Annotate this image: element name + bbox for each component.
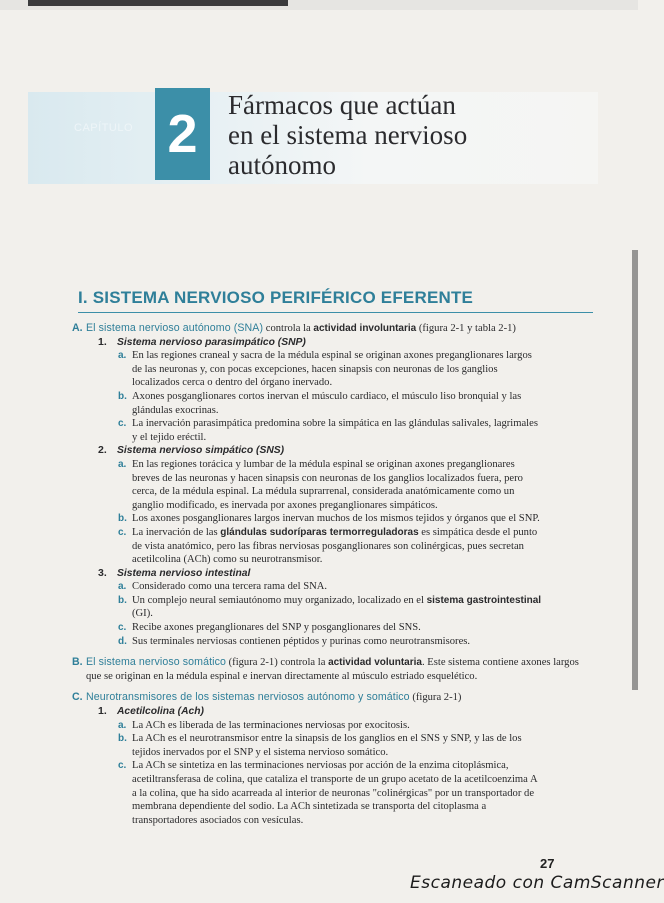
outline-item-A3b <box>118 594 544 621</box>
item-lead: El sistema nervioso somático <box>86 656 226 669</box>
outline-item-C1a <box>118 719 544 733</box>
item-lead: El sistema nervioso autónomo (SNA) <box>86 322 264 334</box>
outline-marker: B. <box>72 656 83 669</box>
outline-item-C1c <box>118 759 544 827</box>
item-label: Sistema nervioso parasimpático (SNP) <box>117 336 306 348</box>
item-text: (GI). <box>132 608 153 620</box>
item-text: En las regiones torácica y lumbar de la médula espinal se originan axones preganglionares breves de las neuronas y hacen sinapsis con neuronas de los ganglios localizados fuera, pero cerca, de la médula espinal. La médula suprarrenal, considerada anatómicamente como un ganglio modificado, es inervada por axones preganglionares simpáticos. <box>132 458 523 511</box>
outline-item-A3a <box>118 580 544 594</box>
outline-item-A2 <box>98 444 557 458</box>
item-label: Acetilcolina (Ach) <box>117 706 204 718</box>
item-text: La ACh es el neurotransmisor entre la sinapsis de los ganglios en el SNS y SNP, y las de los tejidos inervados por el SNP y el sistema nervioso somático. <box>132 733 522 758</box>
outline-marker: 2. <box>98 444 107 457</box>
outline-marker: a. <box>118 458 127 470</box>
item-text: es simpática desde el punto de vista anatómico, pero las fibras nerviosas posganglionares son colinérgicas, pues secretan acetilcolina (ACh) como su neurotransmisor. <box>132 526 538 566</box>
chapter-title <box>228 90 528 180</box>
outline-item-A2c <box>118 526 544 567</box>
outline-marker: a. <box>118 581 127 593</box>
chapter-title-line-1: Fármacos que actúan <box>228 90 456 120</box>
item-text: La inervación de las <box>132 526 221 538</box>
outline-marker: b. <box>118 513 127 525</box>
outline-item-A3d <box>118 635 544 649</box>
item-text: (figura 2-1 y tabla 2-1) <box>416 323 516 334</box>
outline-marker: a. <box>118 719 127 731</box>
outline-marker: A. <box>72 322 83 334</box>
item-text: controla la <box>263 323 314 334</box>
outline-item-C <box>72 691 582 705</box>
item-text: La ACh es liberada de las terminaciones nerviosas por exocitosis. <box>132 719 410 731</box>
outline-item-A1 <box>98 335 557 350</box>
item-text: Recibe axones preganglionares del SNP y posganglionares del SNS. <box>132 622 421 634</box>
chapter-ghost-label: CAPÍTULO <box>74 122 134 134</box>
item-label: Sistema nervioso intestinal <box>117 567 251 579</box>
item-bold: glándulas sudoríparas termorreguladoras <box>220 526 419 538</box>
page-number: 27 <box>540 856 555 871</box>
outline-marker: b. <box>118 390 127 402</box>
item-bold: actividad voluntaria <box>328 657 422 669</box>
outline-marker: a. <box>118 350 127 362</box>
outline-item-C1 <box>98 705 557 719</box>
outline-item-C1b <box>118 732 544 759</box>
item-bold: sistema gastrointestinal <box>426 594 542 606</box>
outline-marker: c. <box>118 526 127 538</box>
outline-marker: c. <box>118 418 127 430</box>
item-text: Los axones posganglionares largos inervan muchos de los mismos tejidos y órganos que el SNP. <box>132 513 540 525</box>
item-text: Axones posganglionares cortos inervan el músculo cardiaco, el músculo liso bronquial y las glándulas exocrinas. <box>132 390 522 416</box>
scanner-watermark: Escaneado con CamScanner <box>410 873 664 893</box>
section-rule <box>78 312 593 313</box>
outline-item-A3c <box>118 621 544 635</box>
outline-item-A <box>72 322 582 336</box>
outline-item-A1a <box>118 349 544 390</box>
outline-marker: d. <box>118 635 127 647</box>
outline-item-A3 <box>98 566 557 581</box>
item-text: Considerado como una tercera rama del SNA. <box>132 581 328 593</box>
chapter-title-line-3: autónomo <box>228 150 336 180</box>
chapter-title-line-2: en el sistema nervioso <box>228 120 468 150</box>
item-text: (figura 2-1) controla la <box>225 657 329 669</box>
outline-marker: c. <box>118 622 127 634</box>
section-title: I. SISTEMA NERVIOSO PERIFÉRICO EFERENTE <box>78 288 474 307</box>
item-text: La inervación parasimpática predomina sobre la simpática en las glándulas salivales, lagrimales y el tejido eréctil. <box>132 418 538 443</box>
item-bold: actividad involuntaria <box>313 323 417 334</box>
outline-item-A1c <box>118 417 544 444</box>
outline-marker: b. <box>118 733 127 745</box>
chapter-number: 2 <box>155 88 210 180</box>
item-text: Un complejo neural semiautónomo muy organizado, localizado en el <box>132 594 427 606</box>
outline-marker: b. <box>118 594 127 606</box>
spacer <box>0 683 638 691</box>
top-edge <box>0 0 638 10</box>
outline-marker: 1. <box>98 705 107 718</box>
body-text <box>0 322 638 827</box>
spacer <box>0 648 638 656</box>
item-text: Sus terminales nerviosas contienen péptidos y purinas como neurotransmisores. <box>132 635 471 647</box>
outline-marker: C. <box>72 691 83 704</box>
outline-marker: 1. <box>98 335 107 348</box>
item-text: . Este sistema contiene axones largos que se originan en la médula espinal e inervan directamente al músculo estriado esquelético. <box>86 657 579 682</box>
item-lead: Neurotransmisores de los sistemas nerviosos autónomo y somático <box>86 691 410 704</box>
outline-marker: c. <box>118 760 127 772</box>
outline-item-B <box>72 656 582 683</box>
item-text: (figura 2-1) <box>409 692 462 704</box>
outline-item-A2a <box>118 458 544 512</box>
outline-item-A2b <box>118 512 544 526</box>
outline-item-A1b <box>118 390 544 417</box>
outline-marker: 3. <box>98 566 107 579</box>
top-edge-shadow <box>28 0 288 6</box>
item-text: La ACh se sintetiza en las terminaciones nerviosas por acción de la enzima citoplásmica, acetiltransferasa de colina, que cataliza el transporte de un grupo acetato de la acetilcoenzima A a la colina, que ha sido acarreada al interior de neuronas "colinérgicas" por un transportador de membrana dependiente del sodio. La ACh sintetizada se transporta del citoplasma a transportadores asociados con vesículas. <box>132 760 538 826</box>
item-label: Sistema nervioso simpático (SNS) <box>117 445 285 457</box>
item-text: En las regiones craneal y sacra de la médula espinal se originan axones preganglionares largos de las neuronas y, con pocas excepciones, hacen sinapsis con neuronas de los ganglios localizados cerca o dentro del órgano inervado. <box>132 350 532 389</box>
